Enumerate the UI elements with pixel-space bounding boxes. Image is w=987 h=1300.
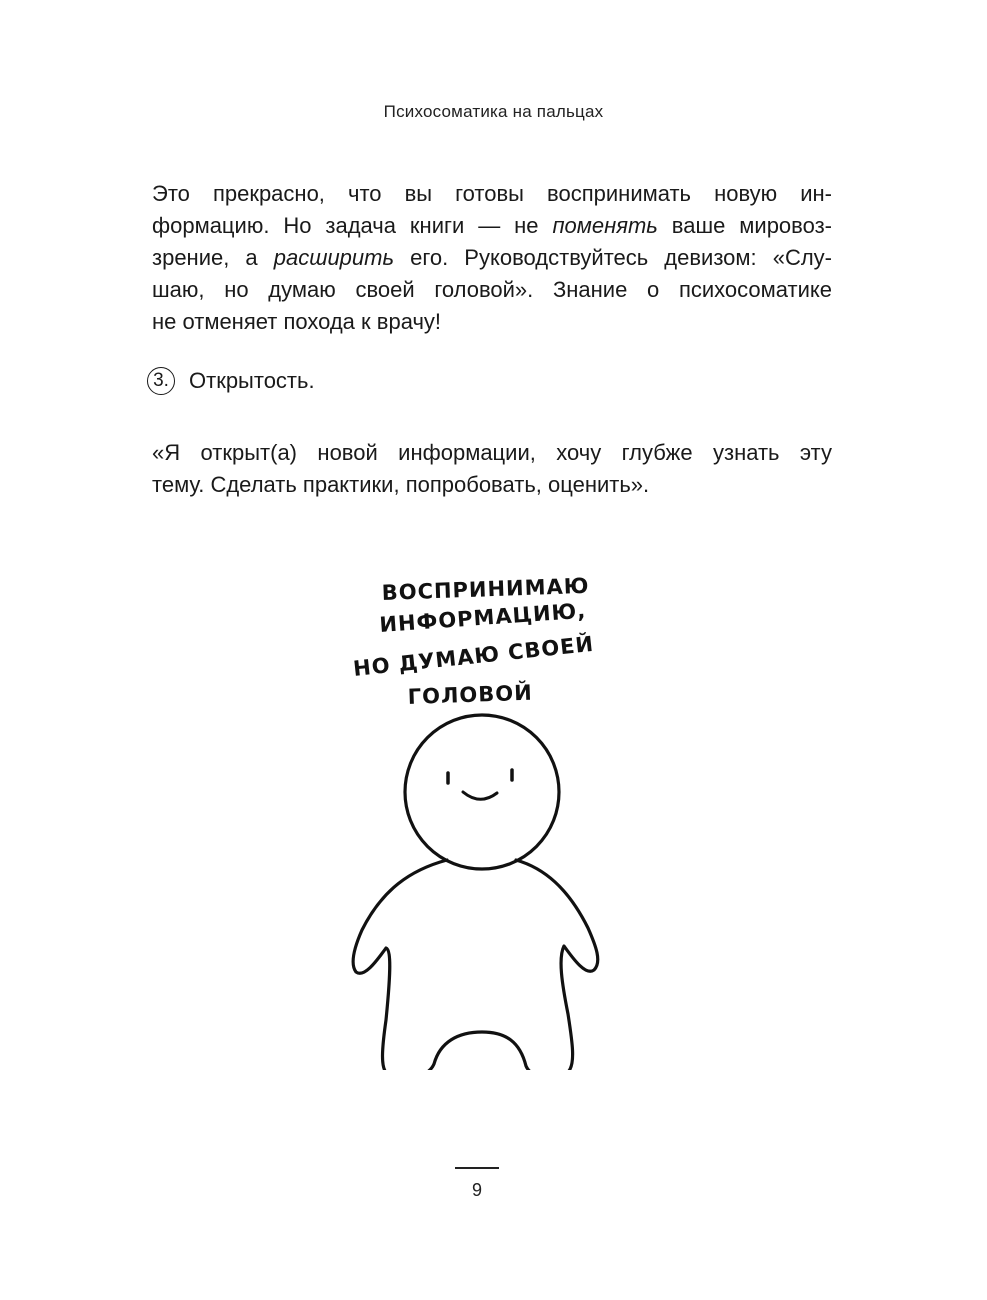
paragraph-line: шаю, но думаю своей головой». Знание о психосоматике — [152, 277, 832, 302]
paragraph-line: формацию. Но задача книги — не поменять ваше мировоз- — [152, 213, 832, 238]
paragraph-intro — [152, 178, 832, 338]
paragraph-line: не отменяет похода к врачу! — [152, 309, 442, 334]
list-item-openness — [147, 367, 315, 395]
caption-line: ИНФОРМАЦИЮ, — [378, 598, 587, 637]
caption-line: НО ДУМАЮ СВОЕЙ — [352, 631, 596, 681]
figure-head — [405, 715, 559, 869]
caption-line: ВОСПРИНИМАЮ — [381, 573, 590, 605]
emphasis-word: расширить — [273, 245, 395, 270]
emphasis-word: поменять — [552, 213, 658, 238]
footer-rule — [455, 1167, 499, 1169]
paragraph-line: тему. Сделать практики, попробовать, оценить». — [152, 472, 650, 497]
paragraph-line: «Я открыт(а) новой информации, хочу глубже узнать эту — [152, 440, 832, 465]
paragraph-line: зрение, а расширить его. Руководствуйтесь девизом: «Слу- — [152, 245, 832, 270]
caption-line: ГОЛОВОЙ — [407, 680, 534, 709]
paragraph-line: Это прекрасно, что вы готовы воспринимать новую ин- — [152, 181, 832, 206]
smiling-figure-illustration — [330, 570, 660, 1070]
list-item-label: Открытость. — [189, 368, 315, 393]
figure-smile — [463, 792, 497, 799]
paragraph-quote — [152, 437, 832, 501]
list-number-badge: 3. — [147, 367, 175, 395]
page-number: 9 — [471, 1180, 482, 1200]
smiling-figure-icon — [330, 570, 660, 1070]
running-header: Психосоматика на пальцах — [383, 102, 604, 121]
figure-body — [353, 860, 598, 1070]
